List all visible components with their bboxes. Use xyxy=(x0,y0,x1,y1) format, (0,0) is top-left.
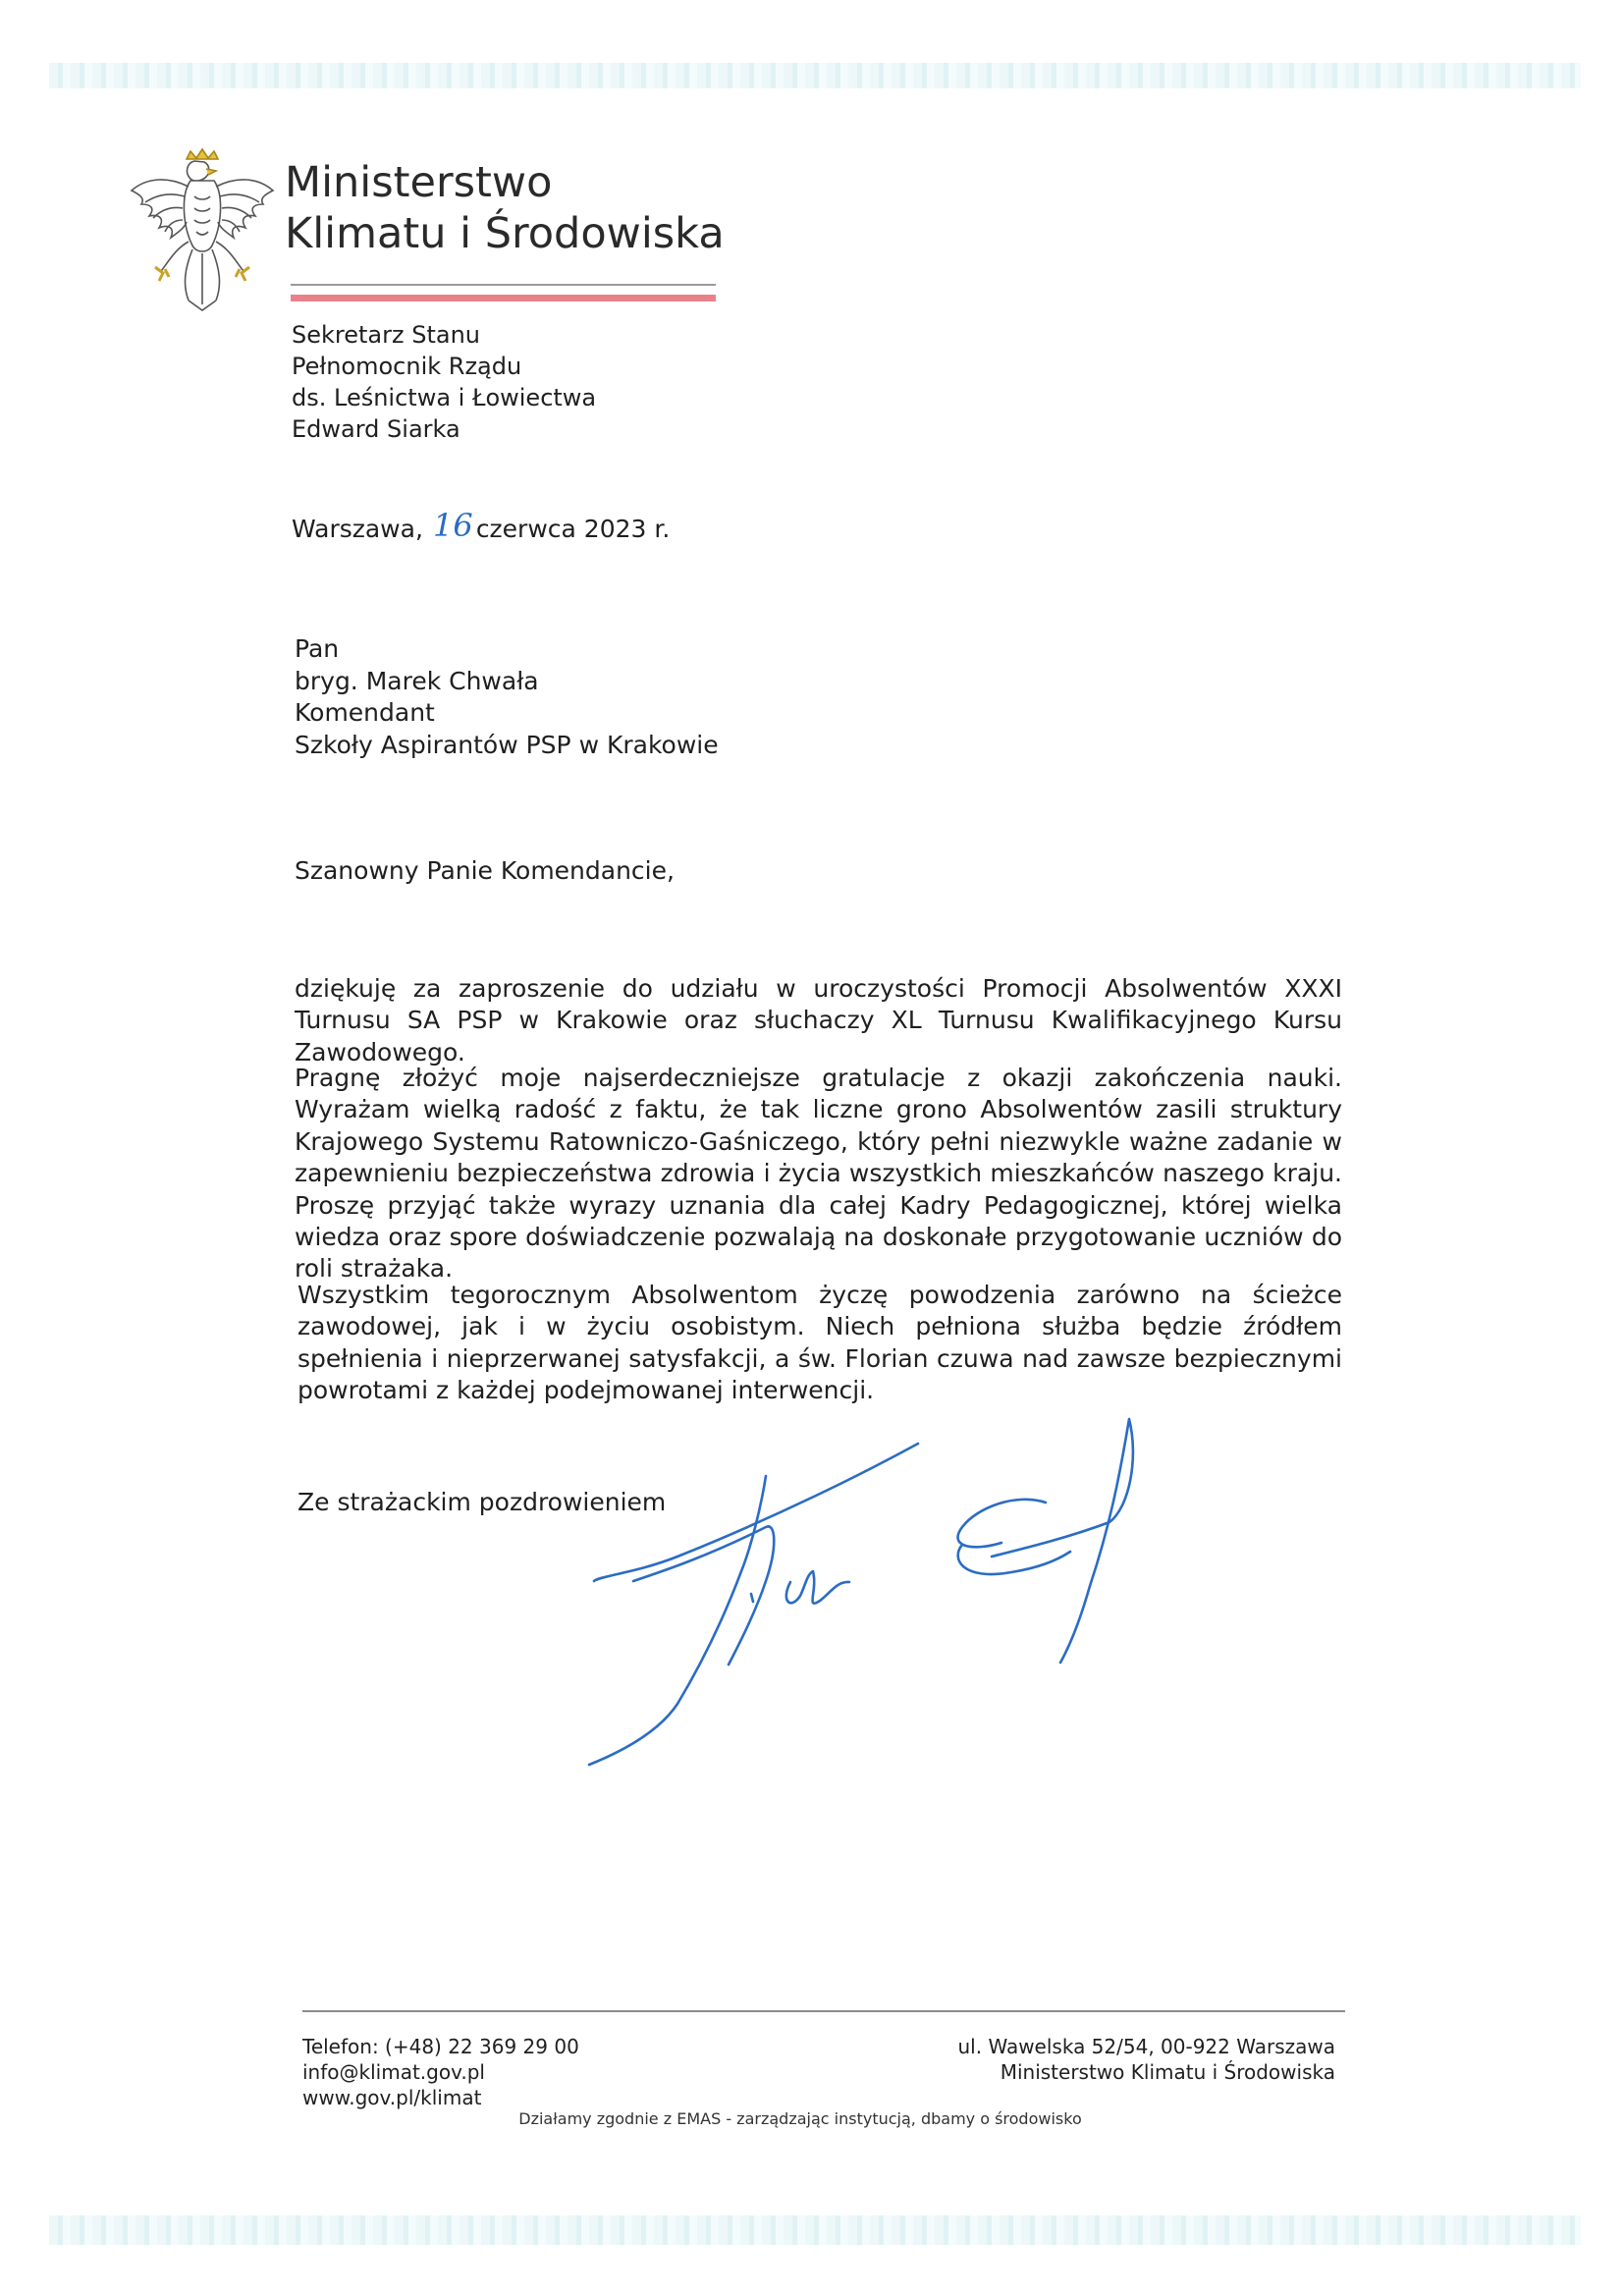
date-day-handwritten xyxy=(431,507,473,544)
recipient-block xyxy=(295,633,719,761)
footer-email: info@klimat.gov.pl xyxy=(302,2060,485,2084)
footer-emas-note: Działamy zgodnie z EMAS - zarządzając instytucją, dbamy o środowisko xyxy=(518,2109,1082,2128)
sender-title: Sekretarz Stanu xyxy=(292,321,480,349)
scan-artifact-bottom xyxy=(49,2215,1581,2245)
footer-website: www.gov.pl/klimat xyxy=(302,2086,482,2109)
scan-artifact-top xyxy=(49,63,1581,88)
body-paragraph-1: dziękuję za zaproszenie do udziału w uroczystości Promocji Absolwentów XXXI Turnusu SA PSP w Krakowie oraz słuchaczy XL Turnusu Kwalifikacyjnego Kursu Zawodowego. xyxy=(295,974,1342,1066)
ministry-name-line1: Ministerstwo xyxy=(285,158,553,207)
recipient-institution: Szkoły Aspirantów PSP w Krakowie xyxy=(295,730,719,759)
recipient-position: Komendant xyxy=(295,698,435,727)
footer-contact xyxy=(302,2034,579,2110)
letterhead-divider-gray xyxy=(291,284,716,286)
ministry-name xyxy=(285,157,725,259)
footer-phone: Telefon: (+48) 22 369 29 00 xyxy=(302,2035,579,2058)
body-paragraph-2: Pragnę złożyć moje najserdeczniejsze gratulacje z okazji zakończenia nauki. Wyrażam wielką radość z faktu, że tak liczne grono Absolwentów zasili struktury Krajowego Systemu Ratowniczo-Gaśniczego, który pełni niezwykle ważne zadanie w zapewnieniu bezpieczeństwa zdrowia i życia wszystkich mieszkańców naszego kraju. Proszę przyjąć także wyrazy uznania dla całej Kadry Pedagogicznej, której wielka wiedza oraz spore doświadczenie pozwalają na doskonałe przygotowanie uczniów do roli strażaka. xyxy=(295,1064,1342,1284)
recipient-salutation-title: Pan xyxy=(295,634,340,663)
letter-closing: Ze strażackim pozdrowieniem xyxy=(298,1488,667,1516)
ministry-name-line2: Klimatu i Środowiska xyxy=(285,209,725,258)
footer-address: ul. Wawelska 52/54, 00-922 Warszawa xyxy=(957,2035,1335,2058)
sender-block xyxy=(292,319,596,445)
body-paragraph-3: Wszystkim tegorocznym Absolwentom życzę powodzenia zarówno na ścieżce zawodowej, jak i w życiu osobistym. Niech pełniona służba będzie źródłem spełnienia i nieprzerwanej satysfakcji, a św. Florian czuwa nad zawsze bezpiecznymi powrotami z każdej podejmowanej interwencji. xyxy=(298,1281,1342,1405)
recipient-name: bryg. Marek Chwała xyxy=(295,666,539,695)
date-day-text: 16 xyxy=(432,507,473,544)
date-prefix: Warszawa, xyxy=(292,515,423,543)
date-suffix: czerwca 2023 r. xyxy=(475,515,671,543)
footer-organization: Ministerstwo Klimatu i Środowiska xyxy=(1000,2060,1335,2084)
letterhead-divider-red xyxy=(291,295,716,301)
handwritten-signature xyxy=(481,1399,1247,1768)
letter-salutation: Szanowny Panie Komendancie, xyxy=(295,856,675,885)
footer-address-block xyxy=(943,2034,1335,2085)
footer-divider xyxy=(302,2010,1345,2012)
letter-date xyxy=(292,507,670,545)
sender-role: Pełnomocnik Rządu xyxy=(292,353,522,380)
polish-white-eagle-icon xyxy=(126,147,278,314)
sender-name: Edward Siarka xyxy=(292,415,460,443)
sender-role-detail: ds. Leśnictwa i Łowiectwa xyxy=(292,384,597,411)
